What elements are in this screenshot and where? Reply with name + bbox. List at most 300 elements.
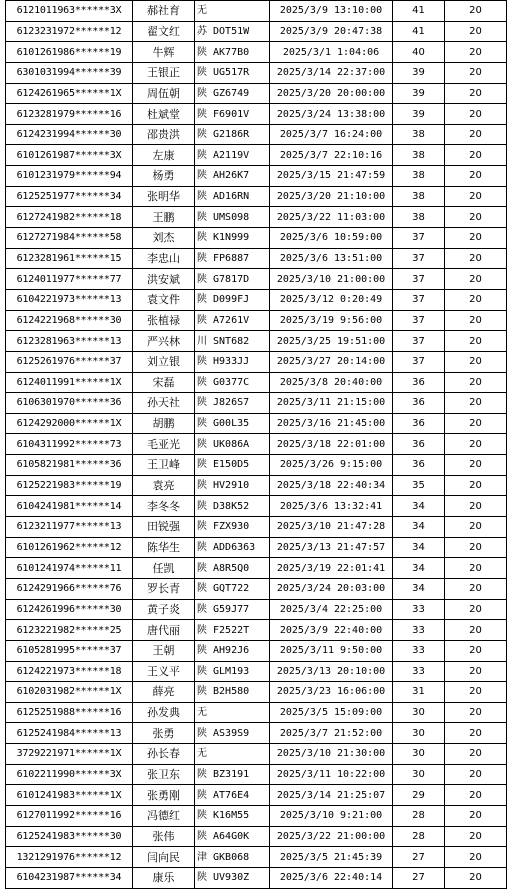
table-row [6, 847, 507, 868]
license-plate-cell: 陕 ADD6363 [195, 537, 270, 558]
license-plate-cell: 陕 G00L35 [195, 413, 270, 434]
table-row [6, 310, 507, 331]
records-table [5, 0, 507, 889]
datetime-cell: 2025/3/22 21:00:00 [270, 826, 393, 847]
person-name-cell: 郝社育 [133, 1, 195, 22]
limit-cell: 20 [445, 124, 507, 145]
limit-cell: 20 [445, 166, 507, 187]
datetime-cell: 2025/3/24 20:03:00 [270, 578, 393, 599]
count-cell: 37 [393, 289, 445, 310]
limit-cell: 20 [445, 83, 507, 104]
person-name-cell: 周伍朝 [133, 83, 195, 104]
count-cell: 36 [393, 434, 445, 455]
count-cell: 34 [393, 558, 445, 579]
limit-cell: 20 [445, 496, 507, 517]
table-row [6, 744, 507, 765]
table-row [6, 599, 507, 620]
limit-cell: 20 [445, 805, 507, 826]
person-name-cell: 康乐 [133, 867, 195, 888]
table-row [6, 21, 507, 42]
limit-cell: 20 [445, 269, 507, 290]
person-name-cell: 翟文红 [133, 21, 195, 42]
datetime-cell: 2025/3/12 0:20:49 [270, 289, 393, 310]
person-name-cell: 罗长青 [133, 578, 195, 599]
id-number-cell: 6101241983******1X [6, 785, 133, 806]
id-number-cell: 6123281979******16 [6, 104, 133, 125]
person-name-cell: 李冬冬 [133, 496, 195, 517]
datetime-cell: 2025/3/7 16:24:00 [270, 124, 393, 145]
limit-cell: 20 [445, 702, 507, 723]
limit-cell: 20 [445, 558, 507, 579]
person-name-cell: 闫向民 [133, 847, 195, 868]
table-row [6, 331, 507, 352]
license-plate-cell: 陕 FP6887 [195, 248, 270, 269]
license-plate-cell: 陕 AD16RN [195, 186, 270, 207]
table-row [6, 496, 507, 517]
person-name-cell: 王银正 [133, 62, 195, 83]
table-row [6, 723, 507, 744]
table-row [6, 785, 507, 806]
license-plate-cell: 无 [195, 744, 270, 765]
table-row [6, 207, 507, 228]
datetime-cell: 2025/3/13 20:10:00 [270, 661, 393, 682]
person-name-cell: 邵贵洪 [133, 124, 195, 145]
datetime-cell: 2025/3/6 10:59:00 [270, 228, 393, 249]
count-cell: 38 [393, 207, 445, 228]
datetime-cell: 2025/3/9 22:40:00 [270, 620, 393, 641]
count-cell: 33 [393, 661, 445, 682]
datetime-cell: 2025/3/25 19:51:00 [270, 331, 393, 352]
datetime-cell: 2025/3/4 22:25:00 [270, 599, 393, 620]
datetime-cell: 2025/3/20 21:10:00 [270, 186, 393, 207]
person-name-cell: 严兴林 [133, 331, 195, 352]
table-row [6, 682, 507, 703]
count-cell: 41 [393, 1, 445, 22]
license-plate-cell: 陕 FZX930 [195, 517, 270, 538]
count-cell: 33 [393, 620, 445, 641]
limit-cell: 20 [445, 1, 507, 22]
datetime-cell: 2025/3/19 9:56:00 [270, 310, 393, 331]
id-number-cell: 6101261987******3X [6, 145, 133, 166]
id-number-cell: 6105821981******36 [6, 455, 133, 476]
id-number-cell: 6123281961******15 [6, 248, 133, 269]
license-plate-cell: 津 GKB068 [195, 847, 270, 868]
id-number-cell: 6106301970******36 [6, 393, 133, 414]
license-plate-cell: 陕 D38K52 [195, 496, 270, 517]
id-number-cell: 6301031994******39 [6, 62, 133, 83]
person-name-cell: 刘立银 [133, 351, 195, 372]
id-number-cell: 6124291966******76 [6, 578, 133, 599]
table-row [6, 269, 507, 290]
table-row [6, 537, 507, 558]
license-plate-cell: 陕 K1N999 [195, 228, 270, 249]
license-plate-cell: 陕 E150D5 [195, 455, 270, 476]
count-cell: 41 [393, 21, 445, 42]
limit-cell: 20 [445, 207, 507, 228]
person-name-cell: 冯德红 [133, 805, 195, 826]
license-plate-cell: 陕 G2186R [195, 124, 270, 145]
id-number-cell: 6125241983******30 [6, 826, 133, 847]
table-row [6, 372, 507, 393]
id-number-cell: 6124011991******1X [6, 372, 133, 393]
license-plate-cell: 陕 G7817D [195, 269, 270, 290]
id-number-cell: 6127011992******16 [6, 805, 133, 826]
table-row [6, 434, 507, 455]
table-row [6, 145, 507, 166]
datetime-cell: 2025/3/26 9:15:00 [270, 455, 393, 476]
id-number-cell: 6123281963******13 [6, 331, 133, 352]
limit-cell: 20 [445, 475, 507, 496]
count-cell: 38 [393, 124, 445, 145]
person-name-cell: 张卫东 [133, 764, 195, 785]
count-cell: 31 [393, 682, 445, 703]
table-row [6, 289, 507, 310]
license-plate-cell: 陕 AH26K7 [195, 166, 270, 187]
datetime-cell: 2025/3/10 21:00:00 [270, 269, 393, 290]
table-row [6, 455, 507, 476]
table-row [6, 640, 507, 661]
id-number-cell: 6105281995******37 [6, 640, 133, 661]
table-row [6, 228, 507, 249]
id-number-cell: 6125251988******16 [6, 702, 133, 723]
table-row [6, 83, 507, 104]
person-name-cell: 袁亮 [133, 475, 195, 496]
count-cell: 33 [393, 640, 445, 661]
license-plate-cell: 陕 H933JJ [195, 351, 270, 372]
license-plate-cell: 陕 AH92J6 [195, 640, 270, 661]
datetime-cell: 2025/3/22 11:03:00 [270, 207, 393, 228]
count-cell: 27 [393, 867, 445, 888]
table-row [6, 558, 507, 579]
datetime-cell: 2025/3/5 15:09:00 [270, 702, 393, 723]
table-row [6, 702, 507, 723]
count-cell: 36 [393, 372, 445, 393]
table-row [6, 475, 507, 496]
datetime-cell: 2025/3/24 13:38:00 [270, 104, 393, 125]
person-name-cell: 张伟 [133, 826, 195, 847]
table-row [6, 42, 507, 63]
limit-cell: 20 [445, 62, 507, 83]
person-name-cell: 宋磊 [133, 372, 195, 393]
person-name-cell: 杜斌堂 [133, 104, 195, 125]
limit-cell: 20 [445, 620, 507, 641]
license-plate-cell: 陕 A2119V [195, 145, 270, 166]
license-plate-cell: 陕 AS39S9 [195, 723, 270, 744]
person-name-cell: 张勇刚 [133, 785, 195, 806]
limit-cell: 20 [445, 228, 507, 249]
count-cell: 37 [393, 228, 445, 249]
datetime-cell: 2025/3/11 9:50:00 [270, 640, 393, 661]
id-number-cell: 6125261976******37 [6, 351, 133, 372]
limit-cell: 20 [445, 351, 507, 372]
id-number-cell: 6124011977******77 [6, 269, 133, 290]
datetime-cell: 2025/3/11 21:15:00 [270, 393, 393, 414]
limit-cell: 20 [445, 661, 507, 682]
license-plate-cell: 陕 G59J77 [195, 599, 270, 620]
datetime-cell: 2025/3/9 13:10:00 [270, 1, 393, 22]
limit-cell: 20 [445, 413, 507, 434]
table-row [6, 124, 507, 145]
license-plate-cell: 陕 GLM193 [195, 661, 270, 682]
count-cell: 37 [393, 331, 445, 352]
datetime-cell: 2025/3/18 22:40:34 [270, 475, 393, 496]
license-plate-cell: 陕 G0377C [195, 372, 270, 393]
license-plate-cell: 陕 AT76E4 [195, 785, 270, 806]
count-cell: 37 [393, 269, 445, 290]
license-plate-cell: 陕 D099FJ [195, 289, 270, 310]
id-number-cell: 6104241981******14 [6, 496, 133, 517]
person-name-cell: 孙天社 [133, 393, 195, 414]
id-number-cell: 1321291976******12 [6, 847, 133, 868]
person-name-cell: 任凯 [133, 558, 195, 579]
table-row [6, 826, 507, 847]
limit-cell: 20 [445, 723, 507, 744]
license-plate-cell: 无 [195, 702, 270, 723]
id-number-cell: 6104231987******34 [6, 867, 133, 888]
table-row [6, 186, 507, 207]
datetime-cell: 2025/3/14 22:37:00 [270, 62, 393, 83]
count-cell: 38 [393, 145, 445, 166]
license-plate-cell: 陕 J826S7 [195, 393, 270, 414]
table-row [6, 393, 507, 414]
person-name-cell: 王卫峰 [133, 455, 195, 476]
limit-cell: 20 [445, 42, 507, 63]
datetime-cell: 2025/3/6 13:51:00 [270, 248, 393, 269]
table-row [6, 620, 507, 641]
count-cell: 37 [393, 310, 445, 331]
person-name-cell: 唐代丽 [133, 620, 195, 641]
datetime-cell: 2025/3/10 21:47:28 [270, 517, 393, 538]
id-number-cell: 3729221971******1X [6, 744, 133, 765]
datetime-cell: 2025/3/1 1:04:06 [270, 42, 393, 63]
license-plate-cell: 无 [195, 1, 270, 22]
license-plate-cell: 陕 UG517R [195, 62, 270, 83]
license-plate-cell: 陕 UK086A [195, 434, 270, 455]
count-cell: 38 [393, 186, 445, 207]
person-name-cell: 张明华 [133, 186, 195, 207]
limit-cell: 20 [445, 847, 507, 868]
id-number-cell: 6123221982******25 [6, 620, 133, 641]
datetime-cell: 2025/3/5 21:45:39 [270, 847, 393, 868]
person-name-cell: 田锐强 [133, 517, 195, 538]
limit-cell: 20 [445, 599, 507, 620]
id-number-cell: 6124231994******30 [6, 124, 133, 145]
license-plate-cell: 陕 GZ6749 [195, 83, 270, 104]
limit-cell: 20 [445, 104, 507, 125]
id-number-cell: 6102031982******1X [6, 682, 133, 703]
person-name-cell: 袁文件 [133, 289, 195, 310]
count-cell: 30 [393, 723, 445, 744]
limit-cell: 20 [445, 434, 507, 455]
id-number-cell: 6102211990******3X [6, 764, 133, 785]
license-plate-cell: 陕 UV930Z [195, 867, 270, 888]
table-row [6, 166, 507, 187]
table-row [6, 578, 507, 599]
person-name-cell: 孙发典 [133, 702, 195, 723]
license-plate-cell: 苏 DOT51W [195, 21, 270, 42]
limit-cell: 20 [445, 289, 507, 310]
count-cell: 28 [393, 805, 445, 826]
count-cell: 36 [393, 455, 445, 476]
license-plate-cell: 陕 F2522T [195, 620, 270, 641]
datetime-cell: 2025/3/10 21:30:00 [270, 744, 393, 765]
person-name-cell: 刘杰 [133, 228, 195, 249]
id-number-cell: 6121011963******3X [6, 1, 133, 22]
person-name-cell: 杨勇 [133, 166, 195, 187]
count-cell: 28 [393, 826, 445, 847]
limit-cell: 20 [445, 310, 507, 331]
id-number-cell: 6124221973******18 [6, 661, 133, 682]
table-row [6, 867, 507, 888]
limit-cell: 20 [445, 145, 507, 166]
count-cell: 36 [393, 413, 445, 434]
datetime-cell: 2025/3/19 22:01:41 [270, 558, 393, 579]
license-plate-cell: 川 SNT682 [195, 331, 270, 352]
datetime-cell: 2025/3/6 13:32:41 [270, 496, 393, 517]
person-name-cell: 王义平 [133, 661, 195, 682]
limit-cell: 20 [445, 537, 507, 558]
license-plate-cell: 陕 K16M55 [195, 805, 270, 826]
limit-cell: 20 [445, 682, 507, 703]
datetime-cell: 2025/3/6 22:40:14 [270, 867, 393, 888]
limit-cell: 20 [445, 455, 507, 476]
person-name-cell: 左康 [133, 145, 195, 166]
records-table-body [6, 1, 507, 889]
table-row [6, 62, 507, 83]
datetime-cell: 2025/3/27 20:14:00 [270, 351, 393, 372]
datetime-cell: 2025/3/9 20:47:38 [270, 21, 393, 42]
id-number-cell: 6124261996******30 [6, 599, 133, 620]
limit-cell: 20 [445, 248, 507, 269]
license-plate-cell: 陕 HV2910 [195, 475, 270, 496]
person-name-cell: 张植禄 [133, 310, 195, 331]
count-cell: 34 [393, 496, 445, 517]
id-number-cell: 6101261986******19 [6, 42, 133, 63]
limit-cell: 20 [445, 21, 507, 42]
id-number-cell: 6101231979******94 [6, 166, 133, 187]
person-name-cell: 黄子炎 [133, 599, 195, 620]
datetime-cell: 2025/3/14 21:25:07 [270, 785, 393, 806]
count-cell: 29 [393, 785, 445, 806]
limit-cell: 20 [445, 867, 507, 888]
table-row [6, 661, 507, 682]
limit-cell: 20 [445, 640, 507, 661]
person-name-cell: 毛亚光 [133, 434, 195, 455]
license-plate-cell: 陕 BZ3191 [195, 764, 270, 785]
table-row [6, 764, 507, 785]
count-cell: 35 [393, 475, 445, 496]
datetime-cell: 2025/3/7 21:52:00 [270, 723, 393, 744]
limit-cell: 20 [445, 372, 507, 393]
license-plate-cell: 陕 A7261V [195, 310, 270, 331]
count-cell: 40 [393, 42, 445, 63]
count-cell: 27 [393, 847, 445, 868]
id-number-cell: 6104221973******13 [6, 289, 133, 310]
count-cell: 30 [393, 702, 445, 723]
id-number-cell: 6125241984******13 [6, 723, 133, 744]
datetime-cell: 2025/3/15 21:47:59 [270, 166, 393, 187]
person-name-cell: 薛亮 [133, 682, 195, 703]
person-name-cell: 孙长春 [133, 744, 195, 765]
count-cell: 37 [393, 248, 445, 269]
count-cell: 39 [393, 104, 445, 125]
id-number-cell: 6125221983******19 [6, 475, 133, 496]
datetime-cell: 2025/3/18 22:01:00 [270, 434, 393, 455]
datetime-cell: 2025/3/20 20:00:00 [270, 83, 393, 104]
id-number-cell: 6124292000******1X [6, 413, 133, 434]
limit-cell: 20 [445, 331, 507, 352]
license-plate-cell: 陕 UMS098 [195, 207, 270, 228]
count-cell: 34 [393, 517, 445, 538]
count-cell: 37 [393, 351, 445, 372]
person-name-cell: 陈华生 [133, 537, 195, 558]
limit-cell: 20 [445, 744, 507, 765]
count-cell: 39 [393, 62, 445, 83]
table-row [6, 1, 507, 22]
datetime-cell: 2025/3/8 20:40:00 [270, 372, 393, 393]
datetime-cell: 2025/3/10 9:21:00 [270, 805, 393, 826]
limit-cell: 20 [445, 186, 507, 207]
license-plate-cell: 陕 B2H580 [195, 682, 270, 703]
id-number-cell: 6124221968******30 [6, 310, 133, 331]
table-row [6, 104, 507, 125]
table-row [6, 351, 507, 372]
table-row [6, 413, 507, 434]
id-number-cell: 6123211977******13 [6, 517, 133, 538]
person-name-cell: 张勇 [133, 723, 195, 744]
datetime-cell: 2025/3/16 21:45:00 [270, 413, 393, 434]
id-number-cell: 6125251977******34 [6, 186, 133, 207]
limit-cell: 20 [445, 764, 507, 785]
count-cell: 38 [393, 166, 445, 187]
count-cell: 36 [393, 393, 445, 414]
count-cell: 34 [393, 537, 445, 558]
person-name-cell: 牛辉 [133, 42, 195, 63]
id-number-cell: 6127271984******58 [6, 228, 133, 249]
id-number-cell: 6124261965******1X [6, 83, 133, 104]
count-cell: 30 [393, 764, 445, 785]
limit-cell: 20 [445, 393, 507, 414]
license-plate-cell: 陕 AK77B0 [195, 42, 270, 63]
table-row [6, 248, 507, 269]
person-name-cell: 王朝 [133, 640, 195, 661]
count-cell: 30 [393, 744, 445, 765]
count-cell: 39 [393, 83, 445, 104]
id-number-cell: 6101261962******12 [6, 537, 133, 558]
limit-cell: 20 [445, 785, 507, 806]
id-number-cell: 6123231972******12 [6, 21, 133, 42]
limit-cell: 20 [445, 826, 507, 847]
limit-cell: 20 [445, 517, 507, 538]
datetime-cell: 2025/3/11 10:22:00 [270, 764, 393, 785]
datetime-cell: 2025/3/7 22:10:16 [270, 145, 393, 166]
person-name-cell: 洪安斌 [133, 269, 195, 290]
limit-cell: 20 [445, 578, 507, 599]
person-name-cell: 李忠山 [133, 248, 195, 269]
license-plate-cell: 陕 GQT722 [195, 578, 270, 599]
license-plate-cell: 陕 F6901V [195, 104, 270, 125]
datetime-cell: 2025/3/23 16:06:00 [270, 682, 393, 703]
person-name-cell: 胡鹏 [133, 413, 195, 434]
table-row [6, 805, 507, 826]
id-number-cell: 6104311992******73 [6, 434, 133, 455]
id-number-cell: 6127241982******18 [6, 207, 133, 228]
count-cell: 33 [393, 599, 445, 620]
license-plate-cell: 陕 A64G0K [195, 826, 270, 847]
datetime-cell: 2025/3/13 21:47:57 [270, 537, 393, 558]
license-plate-cell: 陕 A8R5Q0 [195, 558, 270, 579]
count-cell: 34 [393, 578, 445, 599]
